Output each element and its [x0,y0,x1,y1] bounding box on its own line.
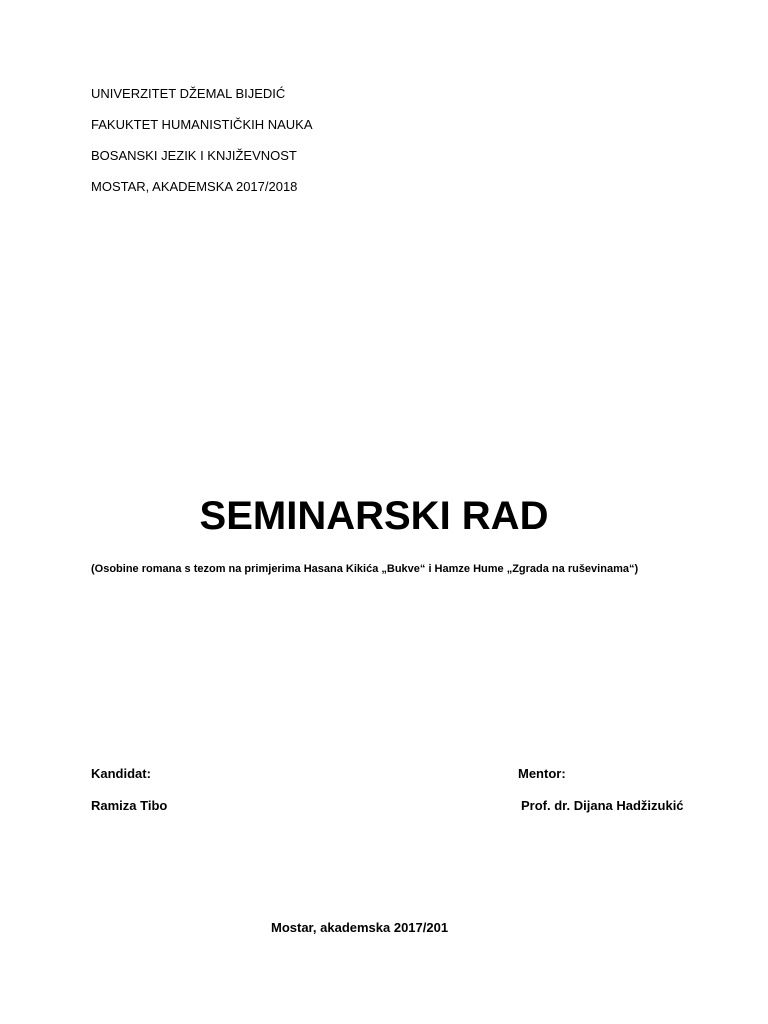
candidate-label: Kandidat: [91,766,151,781]
document-subtitle: (Osobine romana s tezom na primjerima Hasana Kikića „Bukve“ i Hamze Hume „Zgrada na ruševinama“) [91,563,639,575]
mentor-label: Mentor: [518,766,566,781]
footer-place-year: Mostar, akademska 2017/201 [271,920,449,935]
document-title: SEMINARSKI RAD [199,494,549,538]
mentor-name: Prof. dr. Dijana Hadžizukić [521,798,684,813]
place-and-year: MOSTAR, AKADEMSKA 2017/2018 [91,179,298,194]
candidate-name: Ramiza Tibo [91,798,168,813]
faculty-name: FAKUKTET HUMANISTIČKIH NAUKA [91,117,313,132]
department-name: BOSANSKI JEZIK I KNJIŽEVNOST [91,148,297,163]
university-name: UNIVERZITET DŽEMAL BIJEDIĆ [91,86,286,101]
